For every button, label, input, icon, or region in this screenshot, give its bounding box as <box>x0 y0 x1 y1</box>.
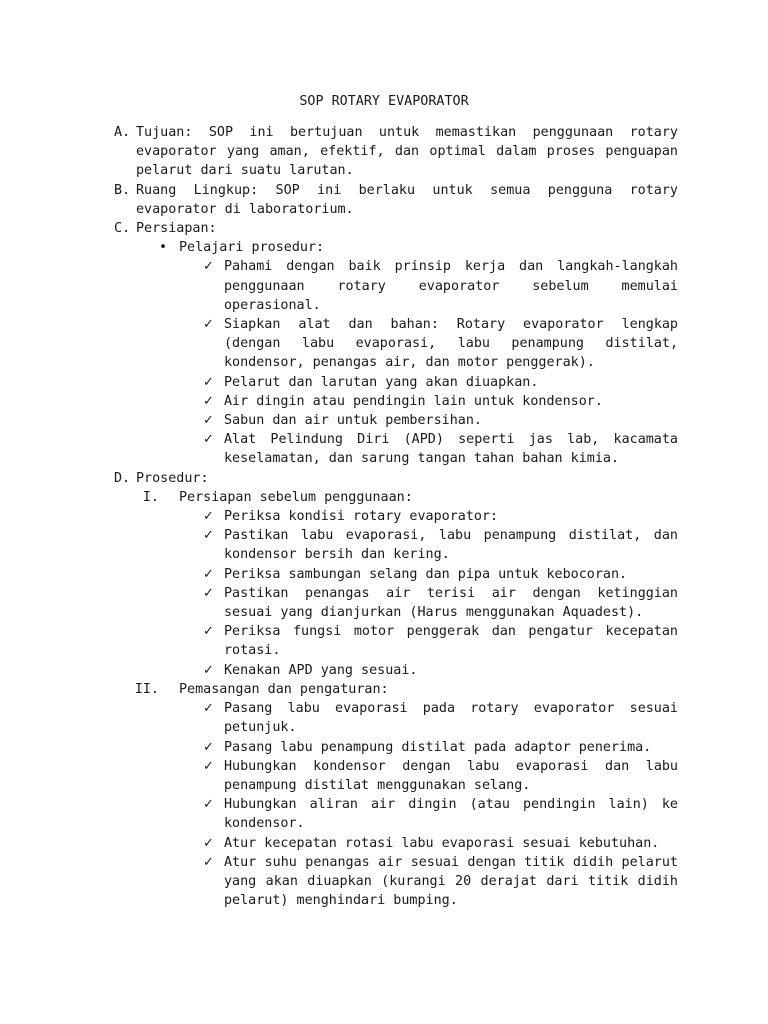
checklist-text: Atur kecepatan rotasi labu evaporasi sesuai kebutuhan. <box>224 835 660 851</box>
check-icon: ✓ <box>203 374 214 390</box>
subsection-persiapan-penggunaan <box>114 488 678 507</box>
checklist-item <box>114 757 678 795</box>
check-icon: ✓ <box>203 393 214 409</box>
section-prosedur <box>114 469 678 488</box>
check-icon: ✓ <box>203 413 214 429</box>
checklist-text: Hubungkan kondensor dengan labu evaporasi dan labu penampung distilat menggunakan selang. <box>224 758 678 793</box>
check-icon: ✓ <box>203 259 214 275</box>
checklist-item <box>114 565 678 584</box>
checklist-item <box>114 373 678 392</box>
checklist-text: Hubungkan aliran air dingin (atau pendingin lain) ke kondensor. <box>224 797 678 832</box>
checklist-item <box>114 699 678 737</box>
checklist-item <box>114 834 678 853</box>
section-label: Prosedur: <box>136 470 209 486</box>
check-icon: ✓ <box>203 701 214 717</box>
section-persiapan <box>114 219 678 238</box>
section-marker: B. <box>114 182 131 198</box>
check-icon: ✓ <box>203 758 214 774</box>
checklist-item <box>114 738 678 757</box>
checklist-item <box>114 507 678 526</box>
bullet-label: Pelajari prosedur: <box>179 240 325 256</box>
checklist-item <box>114 257 678 315</box>
checklist-item <box>114 430 678 468</box>
check-icon: ✓ <box>203 509 214 525</box>
checklist-item <box>114 622 678 660</box>
subsection-pemasangan-pengaturan <box>114 680 678 699</box>
check-icon: ✓ <box>203 624 214 640</box>
checklist-text: Air dingin atau pendingin lain untuk kondensor. <box>224 393 603 409</box>
checklist-item <box>114 526 678 564</box>
checklist-text: Periksa sambungan selang dan pipa untuk kebocoran. <box>224 566 628 582</box>
section-tujuan <box>114 123 678 181</box>
checklist-text: Periksa fungsi motor penggerak dan pengatur kecepatan rotasi. <box>224 624 678 659</box>
checklist-text: Atur suhu penangas air sesuai dengan titik didih pelarut yang akan diuapkan (kurangi 20 derajat dari titik didih pelarut) menghindari bumping. <box>224 854 678 909</box>
section-marker: A. <box>114 125 131 140</box>
checklist-text: Pahami dengan baik prinsip kerja dan langkah-langkah penggunaan rotary evaporator sebelum memulai operasional. <box>224 259 678 313</box>
checklist-text: Kenakan APD yang sesuai. <box>224 662 418 678</box>
document-title: SOP ROTARY EVAPORATOR <box>299 94 469 109</box>
checklist-text: Pasang labu penampung distilat pada adaptor penerima. <box>224 739 652 755</box>
check-icon: ✓ <box>203 739 214 755</box>
checklist-text: Pasang labu evaporasi pada rotary evaporator sesuai petunjuk. <box>224 701 678 736</box>
check-icon: ✓ <box>203 662 214 678</box>
section-label: Persiapan: <box>136 221 217 237</box>
bullet-icon: • <box>159 240 168 256</box>
roman-marker: II. <box>134 681 159 697</box>
checklist-text: Periksa kondisi rotary evaporator: <box>224 509 499 525</box>
check-icon: ✓ <box>203 835 214 851</box>
check-icon: ✓ <box>203 585 214 601</box>
checklist-item <box>114 584 678 622</box>
checklist-item <box>114 315 678 373</box>
subsection-label: Pemasangan dan pengaturan: <box>179 681 389 697</box>
checklist-item <box>114 392 678 411</box>
check-icon: ✓ <box>203 432 214 448</box>
section-marker: C. <box>114 221 131 237</box>
subsection-label: Persiapan sebelum penggunaan: <box>179 489 413 505</box>
check-icon: ✓ <box>203 854 214 870</box>
checklist-item <box>114 411 678 430</box>
section-text: Ruang Lingkup: SOP ini berlaku untuk semua pengguna rotary evaporator di laboratorium. <box>136 182 678 217</box>
checklist-text: Pastikan labu evaporasi, labu penampung distilat, dan kondensor bersih dan kering. <box>224 528 678 563</box>
roman-marker: I. <box>142 489 159 505</box>
document-body <box>114 123 678 910</box>
bullet-item <box>114 238 678 257</box>
check-icon: ✓ <box>203 566 214 582</box>
checklist-text: Pelarut dan larutan yang akan diuapkan. <box>224 374 539 390</box>
check-icon: ✓ <box>203 797 214 813</box>
checklist-item <box>114 853 678 911</box>
checklist-text: Siapkan alat dan bahan: Rotary evaporator lengkap (dengan labu evaporasi, labu penampung distilat, kondensor, penangas air, dan motor penggerak). <box>224 317 678 371</box>
checklist-text: Pastikan penangas air terisi air dengan ketinggian sesuai yang dianjurkan (Harus menggunakan Aquadest). <box>224 585 678 621</box>
checklist-text: Sabun dan air untuk pembersihan. <box>224 413 482 429</box>
section-text: Tujuan: SOP ini bertujuan untuk memastikan penggunaan rotary evaporator yang aman, efektif, dan optimal dalam proses penguapan pelarut dari suatu larutan. <box>136 125 678 179</box>
checklist-item <box>114 795 678 833</box>
checklist-text: Alat Pelindung Diri (APD) seperti jas lab, kacamata keselamatan, dan sarung tangan tahan bahan kimia. <box>224 432 678 467</box>
check-icon: ✓ <box>203 528 214 544</box>
check-icon: ✓ <box>203 317 214 333</box>
section-ruang-lingkup <box>114 181 678 219</box>
checklist-item <box>114 661 678 680</box>
section-marker: D. <box>114 470 131 486</box>
